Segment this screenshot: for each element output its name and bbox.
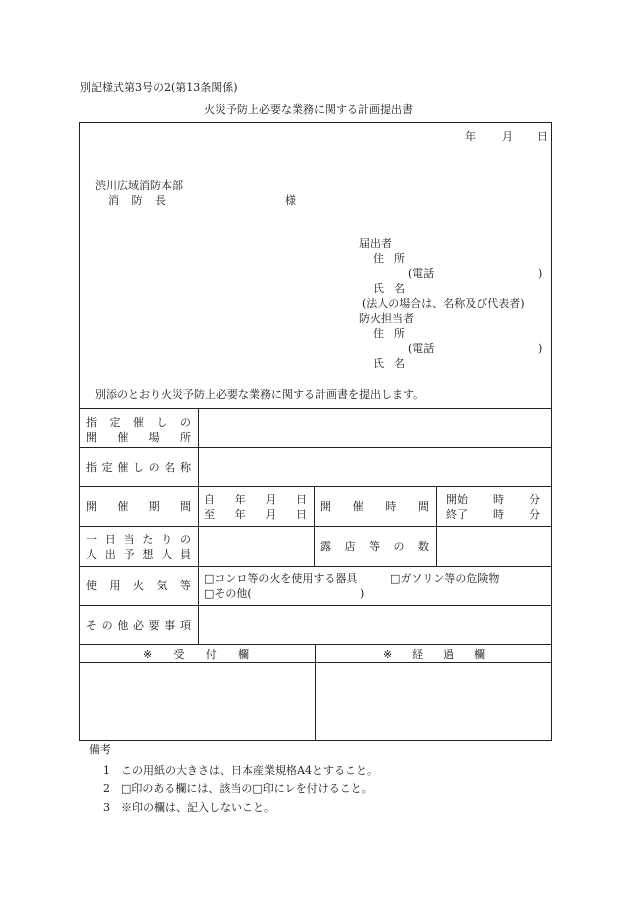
fire-officer-phone-open: (電話: [408, 342, 435, 355]
reception-box: [81, 664, 313, 739]
hours-start[interactable]: 開始 時 分: [446, 493, 540, 506]
applicant-name-label: 氏 名: [373, 282, 405, 295]
other-field[interactable]: [200, 607, 550, 643]
period-to[interactable]: 至 年 月 日: [204, 508, 307, 521]
addressee-honorific: 様: [285, 194, 296, 207]
form-title: 火災予防上必要な業務に関する計画提出書: [204, 103, 413, 116]
applicant-phone-close: ): [538, 267, 543, 280]
attendance-label-line1: 一 日 当 た り の: [86, 533, 191, 546]
attendance-field[interactable]: [200, 528, 312, 564]
note-3-text: ※印の欄は、記入しないこと。: [121, 801, 275, 814]
fire-use-option-stove[interactable]: □コンロ等の火を使用する器具: [204, 572, 358, 585]
fire-officer-phone-close: ): [538, 342, 543, 355]
date-year: 年: [465, 130, 476, 143]
stalls-field[interactable]: [438, 528, 550, 564]
progress-box: [317, 664, 549, 739]
progress-header: ※ 経 過 欄: [383, 648, 485, 661]
stalls-label: 露 店 等 の 数: [320, 540, 429, 553]
applicant-corp-note: (法人の場合は、名称及び代表者): [362, 297, 525, 310]
date-month: 月: [502, 130, 513, 143]
date-day: 日: [537, 130, 548, 143]
fire-use-label: 使 用 火 気 等: [86, 579, 191, 592]
venue-label-line1: 指 定 催 し の: [86, 416, 191, 429]
other-label: そ の 他 必 要 事 項: [86, 619, 191, 632]
fire-officer-name-label: 氏 名: [373, 357, 405, 370]
note-2-number: 2: [103, 782, 110, 795]
notes-heading: 備考: [89, 743, 111, 756]
note-2-text: □印のある欄には、該当の□印にレを付けること。: [121, 782, 373, 795]
period-from[interactable]: 自 年 月 日: [204, 493, 307, 506]
note-1-number: 1: [103, 764, 110, 777]
period-label: 開 催 期 間: [86, 500, 191, 513]
note-1-text: この用紙の大きさは、日本産業規格A4とすること。: [121, 764, 378, 777]
fire-officer-label: 防火担当者: [359, 312, 414, 325]
note-3-number: 3: [103, 801, 110, 814]
fire-use-option-hazmat[interactable]: □ガソリン等の危険物: [390, 572, 500, 585]
attendance-label-line2: 人 出 予 想 人 員: [86, 548, 191, 561]
fire-officer-address-label: 住 所: [373, 327, 405, 340]
applicant-phone-open: (電話: [408, 267, 435, 280]
addressee-role: 消 防 長: [108, 194, 166, 207]
event-name-label: 指 定 催 し の 名 称: [86, 461, 191, 474]
fire-use-option-other[interactable]: □その他(: [204, 587, 252, 600]
addressee-org: 渋川広域消防本部: [95, 179, 183, 192]
submission-statement: 別添のとおり火災予防上必要な業務に関する計画書を提出します。: [95, 388, 425, 401]
venue-field[interactable]: [200, 410, 550, 446]
applicant-label: 届出者: [359, 237, 392, 250]
venue-label-line2: 開 催 場 所: [86, 431, 191, 444]
hours-label: 開 催 時 間: [320, 500, 429, 513]
applicant-address-label: 住 所: [373, 252, 405, 265]
event-name-field[interactable]: [200, 449, 550, 485]
hours-end[interactable]: 終了 時 分: [446, 508, 540, 521]
form-number: 別記様式第3号の2(第13条関係): [80, 81, 238, 94]
fire-use-option-other-close: ): [360, 587, 365, 600]
reception-header: ※ 受 付 欄: [143, 648, 249, 661]
